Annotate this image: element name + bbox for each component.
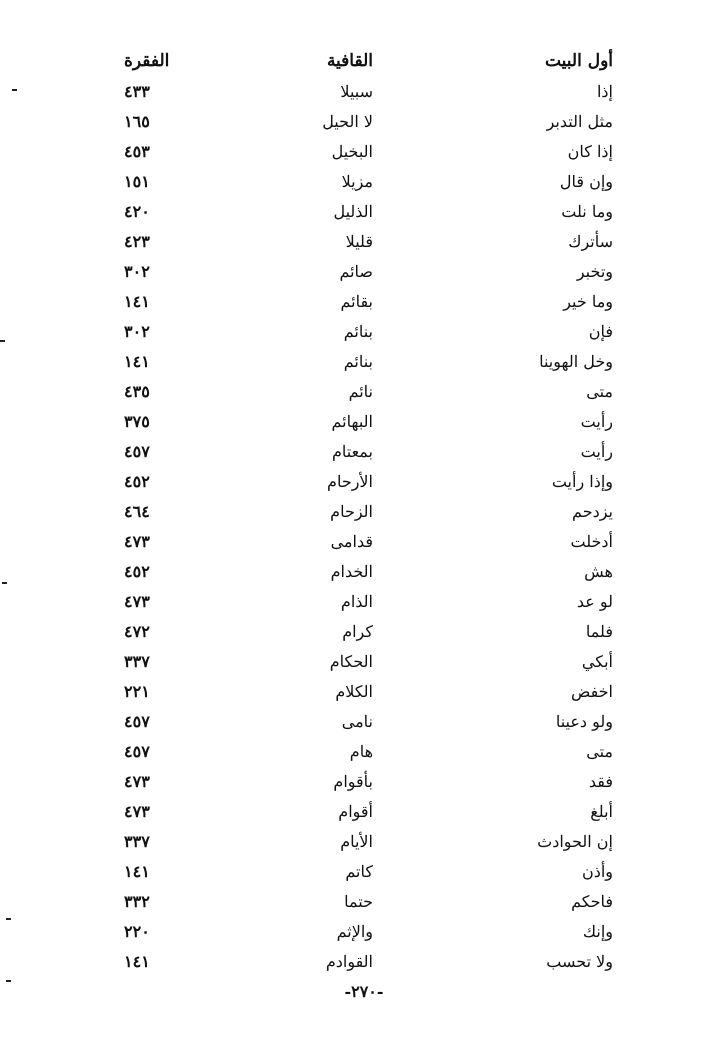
table-row xyxy=(0,377,728,407)
table-row xyxy=(0,737,728,767)
table-row xyxy=(0,407,728,437)
margin-mark xyxy=(6,980,11,982)
paragraph-number: ١٤١ xyxy=(124,292,150,311)
table-row xyxy=(0,557,728,587)
paragraph-number: ٤٥٧ xyxy=(124,442,150,461)
paragraph-number: ٤٥٢ xyxy=(124,472,150,491)
paragraph-number: ٣٣٢ xyxy=(124,892,150,911)
header-paragraph: الفقرة xyxy=(124,51,170,71)
header-rhyme: القافية xyxy=(326,51,373,71)
verse-rhyme: الذام xyxy=(340,592,373,611)
verse-rhyme: سبيلا xyxy=(340,82,373,101)
table-row xyxy=(0,617,728,647)
table-row xyxy=(0,167,728,197)
verse-rhyme: بنائم xyxy=(343,352,373,371)
paragraph-number: ١٤١ xyxy=(124,952,150,971)
table-row xyxy=(0,827,728,857)
table-row xyxy=(0,137,728,167)
paragraph-number: ٣٣٧ xyxy=(124,832,150,851)
verse-opening: متى xyxy=(586,382,613,401)
verse-rhyme: الزحام xyxy=(330,502,373,521)
verse-opening: وخل الهوينا xyxy=(539,352,613,371)
paragraph-number: ١٥١ xyxy=(124,172,150,191)
verse-rhyme: نامى xyxy=(341,712,373,731)
verse-rhyme: أقوام xyxy=(338,802,373,821)
table-row xyxy=(0,527,728,557)
verse-opening: اخفض xyxy=(570,682,613,701)
paragraph-number: ٤٣٥ xyxy=(124,382,150,401)
paragraph-number: ٤٥٣ xyxy=(124,142,150,161)
verse-opening: وما خير xyxy=(563,292,613,311)
table-row xyxy=(0,197,728,227)
verse-opening: أبلغ xyxy=(590,802,613,821)
verse-opening: وما نلت xyxy=(561,202,613,221)
paragraph-number: ٤٧٣ xyxy=(124,532,150,551)
verse-opening: فقد xyxy=(588,772,613,791)
paragraph-number: ٤٧٣ xyxy=(124,772,150,791)
table-row xyxy=(0,857,728,887)
verse-rhyme: كاتم xyxy=(345,862,373,881)
paragraph-number: ٣٧٥ xyxy=(124,412,150,431)
verse-rhyme: والإثم xyxy=(336,922,373,941)
verse-rhyme: البهائم xyxy=(331,412,373,431)
verse-rhyme: كرام xyxy=(342,622,373,641)
verse-rhyme: الأيام xyxy=(340,832,373,851)
paragraph-number: ٤٧٣ xyxy=(124,592,150,611)
verse-rhyme: البخيل xyxy=(331,142,373,161)
table-row xyxy=(0,797,728,827)
verse-rhyme: قليلا xyxy=(345,232,373,251)
paragraph-number: ٤٢٣ xyxy=(124,232,150,251)
table-row xyxy=(0,947,728,977)
page-number: -٢٧٠- xyxy=(344,982,384,1001)
table-row xyxy=(0,647,728,677)
table-row xyxy=(0,107,728,137)
verse-rhyme: بمعتام xyxy=(331,442,373,461)
verse-rhyme: بنائم xyxy=(343,322,373,341)
paragraph-number: ٤٣٣ xyxy=(124,82,150,101)
verse-opening: رأيت xyxy=(580,442,613,461)
paragraph-number: ٤٥٧ xyxy=(124,742,150,761)
verse-rhyme: الخدام xyxy=(330,562,373,581)
margin-mark xyxy=(12,89,17,91)
verse-rhyme: صائم xyxy=(339,262,373,281)
paragraph-number: ٤٥٢ xyxy=(124,562,150,581)
table-row xyxy=(0,257,728,287)
verse-opening: مثل التدبر xyxy=(546,112,613,131)
verse-opening: متى xyxy=(586,742,613,761)
verse-opening: ولو دعينا xyxy=(555,712,613,731)
table-row xyxy=(0,917,728,947)
verse-rhyme: الأرحام xyxy=(327,472,373,491)
verse-rhyme: الكلام xyxy=(335,682,373,701)
verse-rhyme: بقائم xyxy=(340,292,373,311)
paragraph-number: ٤٧٢ xyxy=(124,622,150,641)
table-row xyxy=(0,767,728,797)
verse-opening: إذا xyxy=(596,82,613,101)
header-first-verse: أول البيت xyxy=(544,51,613,71)
verse-opening: سأترك xyxy=(568,232,613,251)
verse-rhyme: هام xyxy=(349,742,373,761)
table-row xyxy=(0,467,728,497)
table-row xyxy=(0,227,728,257)
verse-rhyme: مزيلا xyxy=(341,172,373,191)
margin-mark xyxy=(0,340,5,342)
verse-opening: فلما xyxy=(585,622,613,641)
table-header xyxy=(0,46,728,76)
table-row xyxy=(0,317,728,347)
verse-rhyme: الحكام xyxy=(329,652,373,671)
verse-opening: وإن قال xyxy=(559,172,613,191)
table-row xyxy=(0,347,728,377)
verse-opening: يزدحم xyxy=(572,502,613,521)
verse-opening: إذا كان xyxy=(567,142,613,161)
verse-opening: وأذن xyxy=(581,862,613,881)
verse-opening: وإنك xyxy=(582,922,613,941)
table-row xyxy=(0,707,728,737)
table-row xyxy=(0,887,728,917)
table-row xyxy=(0,437,728,467)
table-row xyxy=(0,77,728,107)
paragraph-number: ٣٠٢ xyxy=(124,322,150,341)
verse-opening: أبكي xyxy=(581,652,613,671)
paragraph-number: ٢٢٠ xyxy=(124,922,150,941)
verse-rhyme: القوادم xyxy=(325,952,373,971)
verse-opening: لو عد xyxy=(576,592,613,611)
margin-mark xyxy=(2,582,7,584)
verse-rhyme: بأقوام xyxy=(333,772,373,791)
verse-rhyme: قدامى xyxy=(330,532,373,551)
paragraph-number: ٣٣٧ xyxy=(124,652,150,671)
paragraph-number: ٤٢٠ xyxy=(124,202,150,221)
table-row xyxy=(0,587,728,617)
verse-opening: فاحكم xyxy=(571,892,613,911)
margin-mark xyxy=(6,918,11,920)
verse-opening: فإن xyxy=(588,322,613,341)
paragraph-number: ١٦٥ xyxy=(124,112,150,131)
verse-opening: رأيت xyxy=(580,412,613,431)
paragraph-number: ٤٧٣ xyxy=(124,802,150,821)
verse-opening: إن الحوادث xyxy=(537,832,613,851)
table-row xyxy=(0,287,728,317)
verse-rhyme: نائم xyxy=(348,382,373,401)
paragraph-number: ٤٥٧ xyxy=(124,712,150,731)
paragraph-number: ١٤١ xyxy=(124,862,150,881)
verse-opening: ولا تحسب xyxy=(546,952,613,971)
verse-rhyme: الذليل xyxy=(333,202,373,221)
paragraph-number: ٤٦٤ xyxy=(124,502,150,521)
verse-rhyme: لا الحيل xyxy=(322,112,373,131)
table-row xyxy=(0,497,728,527)
paragraph-number: ٢٢١ xyxy=(124,682,150,701)
paragraph-number: ١٤١ xyxy=(124,352,150,371)
verse-opening: وتخبر xyxy=(576,262,613,281)
table-row xyxy=(0,677,728,707)
verse-opening: هش xyxy=(584,562,613,581)
verse-opening: وإذا رأيت xyxy=(551,472,613,491)
verse-rhyme: حتما xyxy=(344,892,373,911)
verse-opening: أدخلت xyxy=(570,532,613,551)
paragraph-number: ٣٠٢ xyxy=(124,262,150,281)
